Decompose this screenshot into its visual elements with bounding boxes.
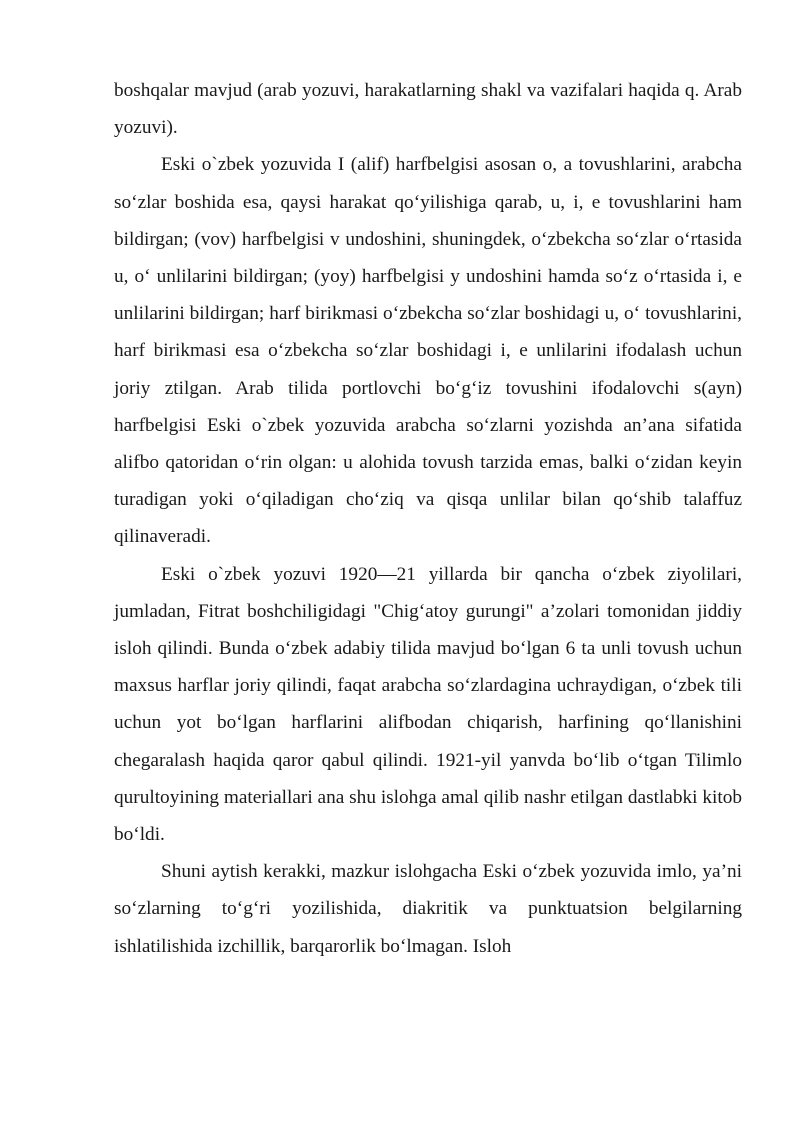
body-text <box>114 72 742 965</box>
paragraph-continuation: boshqalar mavjud (arab yozuvi, harakatlarning shakl va vazifalari haqida q. Arab yozuvi). <box>114 80 742 139</box>
paragraph-orthography: Shuni aytish kerakki, mazkur islohgacha Eski o‘zbek yozuvida imlo, ya’ni so‘zlarning to‘g‘ri yozilishida, diakritik va punktuatsion belgilarning ishlatilishida izchillik, barqarorlik bo‘lmagan. Isloh <box>114 861 742 957</box>
paragraph-alphabet-letters: Eski o`zbek yozuvida I (alif) harfbelgisi asosan o, a tovushlarini, arabcha so‘zlar boshida esa, qaysi harakat qo‘yilishiga qarab, u, i, e tovushlarini ham bildirgan; (vov) harfbelgisi v undoshini, shuningdek, o‘zbekcha so‘zlar o‘rtasida u, o‘ unlilarini bildirgan; (yoy) harfbelgisi y undoshini hamda so‘z o‘rtasida i, e unlilarini bildirgan; harf birikmasi o‘zbekcha so‘zlar boshidagi u, o‘ tovushlarini, harf birikmasi esa o‘zbekcha so‘zlar boshidagi i, e unlilarini ifodalash uchun joriy ztilgan. Arab tilida portlovchi bo‘g‘iz tovushini ifodalovchi s(ayn) harfbelgisi Eski o`zbek yozuvida arabcha so‘zlarni yozishda an’ana sifatida alifbo qatoridan o‘rin olgan: u alohida tovush tarzida emas, balki o‘zidan keyin turadigan yoki o‘qiladigan cho‘ziq va qisqa unlilar bilan qo‘shib talaffuz qilinaveradi. <box>114 154 742 548</box>
paragraph-reform-1920: Eski o`zbek yozuvi 1920—21 yillarda bir qancha o‘zbek ziyolilari, jumladan, Fitrat boshchiligidagi "Chig‘atoy gurungi" a’zolari tomonidan jiddiy isloh qilindi. Bunda o‘zbek adabiy tilida mavjud bo‘lgan 6 ta unli tovush uchun maxsus harflar joriy qilindi, faqat arabcha so‘zlardagina uchraydigan, o‘zbek tili uchun yot bo‘lgan harflarini alifbodan chiqarish, harfining qo‘llanishini chegaralash haqida qaror qabul qilindi. 1921-yil yanvda bo‘lib o‘tgan Tilimlo qurultoyining materiallari ana shu islohga amal qilib nashr etilgan dastlabki kitob bo‘ldi. <box>114 563 742 846</box>
